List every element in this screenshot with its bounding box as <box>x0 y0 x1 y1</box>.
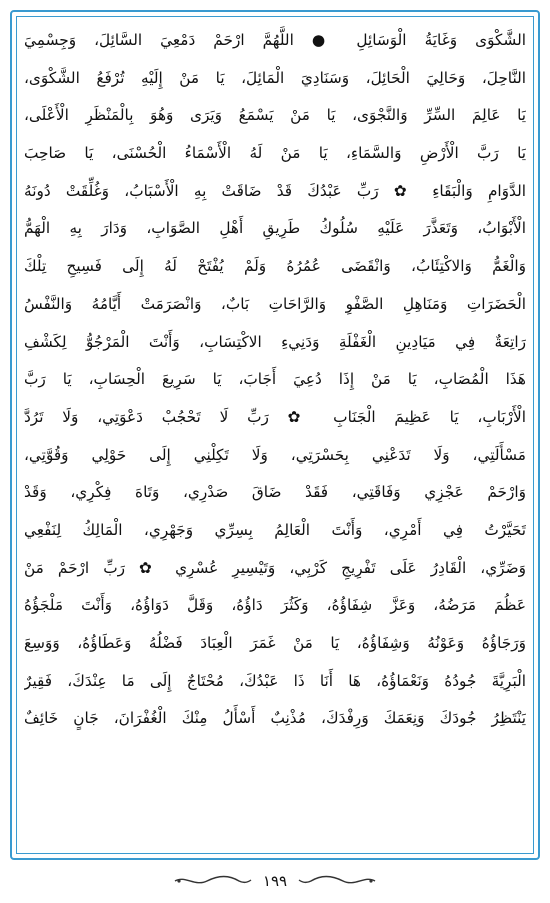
left-flourish-icon <box>173 874 253 888</box>
text-line: مَسْأَلَتِي، وَلَا تَدَعْنِي بِحَسْرَتِي، وَلَا تَكِلْنِي إِلَى حَوْلِي وَقُوَّتِي، <box>24 445 526 464</box>
text-line: الشَّكْوَى وَغَايَةُ الْوَسَائِلِ ● اللَّهُمَّ ارْحَمْ دَمْعِيَ السَّائِلَ، وَجِسْمِيَ <box>24 31 526 49</box>
text-line: عَظُمَ مَرَضُهُ، وَعَزَّ شِفَاؤُهُ، وَكَثُرَ دَاؤُهُ، وَقَلَّ دَوَاؤُهُ، وَأَنْتَ مَلْجَؤُهُ <box>24 596 526 615</box>
page-number: ١٩٩ <box>262 872 288 890</box>
text-line: رَاتِعَةٌ فِي مَيَادِينِ الْغَفْلَةِ وَدَنِيءِ الاكْتِسَابِ، وَأَنْتَ الْمَرْجُوُّ لِكَشْفِ <box>24 332 526 351</box>
text-line: هَذَا الْمُصَابِ، يَا مَنْ إِذَا دُعِيَ أَجَابَ، يَا سَرِيعَ الْحِسَابِ، يَا رَبَّ <box>24 370 526 389</box>
text-line: وَضَرِّي، الْقَادِرُ عَلَى تَفْرِيجِ كَرْبِي، وَتَيْسِيرِ عُسْرِي ✿ رَبِّ ارْحَمْ مَنْ <box>24 558 526 577</box>
text-line: تَحَيَّرْتُ فِي أَمْرِي، وَأَنْتَ الْعَالِمُ بِسِرِّي وَجَهْرِي، الْمَالِكُ لِنَفْعِي <box>24 520 526 539</box>
text-line: يَنْتَظِرُ جُودَكَ وَنِعَمَكَ وَرِفْدَكَ، مُذْنِبٌ أَسْأَلُ مِنْكَ الْغُفْرَانَ، جَانٍ خَائِفٌ <box>24 709 526 728</box>
prayer-text-block <box>24 22 526 738</box>
text-line: الْحَضَرَاتِ وَمَنَاهِلِ الصَّفْوِ وَالرَّاحَاتِ بَابٌ، وَانْصَرَمَتْ أَيَّامُهُ وَالنَّفْسُ <box>24 294 526 313</box>
text-line: وَالْغَمُّ وَالاكْتِئَابُ، وَانْقَضَى عُمُرُهُ وَلَمْ يُفْتَحْ لَهُ إِلَى فَسِيحِ تِلْكَ <box>24 257 526 276</box>
text-line: النَّاحِلَ، وَحَالِيَ الْحَائِلَ، وَسَنَادِيَ الْمَائِلَ، يَا مَنْ إِلَيْهِ تُرْفَعُ الشَّكْوَى، <box>24 68 526 87</box>
right-flourish-icon <box>297 874 377 888</box>
text-line: وَرَجَاؤُهُ وَعَوْنُهُ وَشِفَاؤُهُ، يَا مَنْ غَمَرَ الْعِبَادَ فَضْلُهُ وَعَطَاؤُهُ، وَوَسِعَ <box>24 634 526 652</box>
text-line: الْأَرْبَابِ، يَا عَظِيمَ الْجَنَابِ ✿ رَبِّ لَا تَحْجُبْ دَعْوَتِي، وَلَا تَرُدَّ <box>24 407 526 426</box>
page-footer <box>0 868 550 894</box>
text-line: الدَّوَامِ وَالْبَقَاءِ ✿ رَبِّ عَبْدُكَ قَدْ ضَاقَتْ بِهِ الْأَسْبَابُ، وَغُلِّقَتْ دُونَهُ <box>24 181 526 200</box>
text-line: الْبَرِيَّةَ جُودُهُ وَنَعْمَاؤُهُ، هَا أَنَا ذَا عَبْدُكَ، مُحْتَاجٌ إِلَى مَا عِنْدَكَ، فَقِيرٌ <box>24 671 526 690</box>
text-line: يَا عَالِمَ السِّرِّ وَالنَّجْوَى، يَا مَنْ يَسْمَعُ وَيَرَى وَهُوَ بِالْمَنْظَرِ الْأَعْلَى، <box>24 106 526 125</box>
text-line: الْأَبْوَابُ، وَتَعَذَّرَ عَلَيْهِ سُلُوكُ طَرِيقِ أَهْلِ الصَّوَابِ، وَدَارَ بِهِ الْهَمُّ <box>24 219 526 238</box>
text-line: وَارْحَمْ عَجْزِي وَفَاقَتِي، فَقَدْ ضَاقَ صَدْرِي، وَتَاهَ فِكْرِي، وَقَدْ <box>24 483 526 502</box>
text-line: يَا رَبَّ الْأَرْضِ وَالسَّمَاءِ، يَا مَنْ لَهُ الْأَسْمَاءُ الْحُسْنَى، يَا صَاحِبَ <box>24 144 526 163</box>
